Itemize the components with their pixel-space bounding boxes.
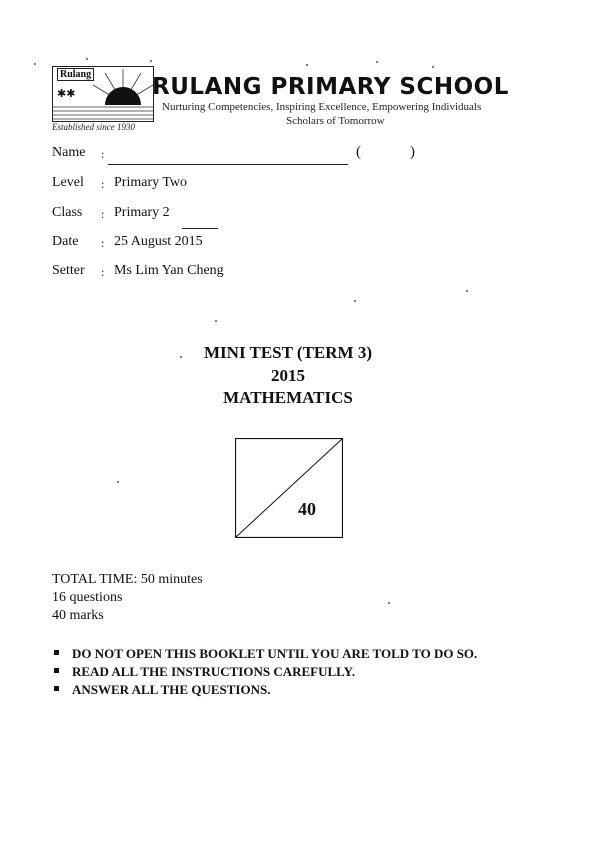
bullet-icon [54,650,59,655]
date-colon: : [101,236,105,250]
class-value: Primary 2 [114,205,170,220]
marks-box [235,438,343,538]
level-colon: : [101,177,105,191]
level-value: Primary Two [114,175,188,190]
date-value: 25 August 2015 [114,234,203,249]
instructions-list [52,645,532,699]
scan-speck [376,61,378,63]
class-label: Class [52,205,83,220]
class-number-paren-open: ( [356,144,361,160]
setter-label: Setter [52,263,85,278]
setter-value: Ms Lim Yan Cheng [114,263,224,278]
established-text: Established since 1930 [52,122,135,132]
scan-speck [306,64,308,66]
scan-speck [86,58,88,60]
instruction-item: READ ALL THE INSTRUCTIONS CAREFULLY. [52,663,532,680]
name-write-line[interactable] [108,164,348,165]
school-name: RULANG PRIMARY SCHOOL [152,74,509,100]
test-title: MINI TEST (TERM 3) [204,343,372,362]
bullet-icon [54,686,59,691]
level-label: Level [52,175,84,190]
scan-speck [215,320,217,322]
instruction-item: ANSWER ALL THE QUESTIONS. [52,681,532,698]
question-count: 16 questions [52,590,123,605]
date-label: Date [52,234,79,249]
scan-speck [466,290,468,292]
svg-text:✱✱: ✱✱ [57,87,76,100]
marks-total: 40 [298,499,316,519]
scan-speck [34,63,36,65]
scan-speck [388,602,390,604]
logo-text: Rulang [57,68,94,81]
class-number-paren-close: ) [410,144,415,160]
name-colon: : [101,147,105,161]
test-year: 2015 [271,366,305,385]
scan-speck [150,60,152,62]
total-marks: 40 marks [52,608,104,623]
scan-speck [432,66,434,68]
test-subject: MATHEMATICS [223,388,353,407]
bullet-icon [54,668,59,673]
school-motto-line2: Scholars of Tomorrow [286,115,385,127]
class-colon: : [101,207,105,221]
total-time: TOTAL TIME: 50 minutes [52,572,203,587]
class-underline [182,228,218,229]
school-motto: Nurturing Competencies, Inspiring Excellence, Empowering Individuals [162,101,482,113]
setter-colon: : [101,265,105,279]
scan-speck [180,356,182,358]
name-label: Name [52,145,86,160]
scan-speck [117,481,119,483]
scan-speck [354,300,356,302]
instruction-item: DO NOT OPEN THIS BOOKLET UNTIL YOU ARE TOLD TO DO SO. [52,645,532,662]
